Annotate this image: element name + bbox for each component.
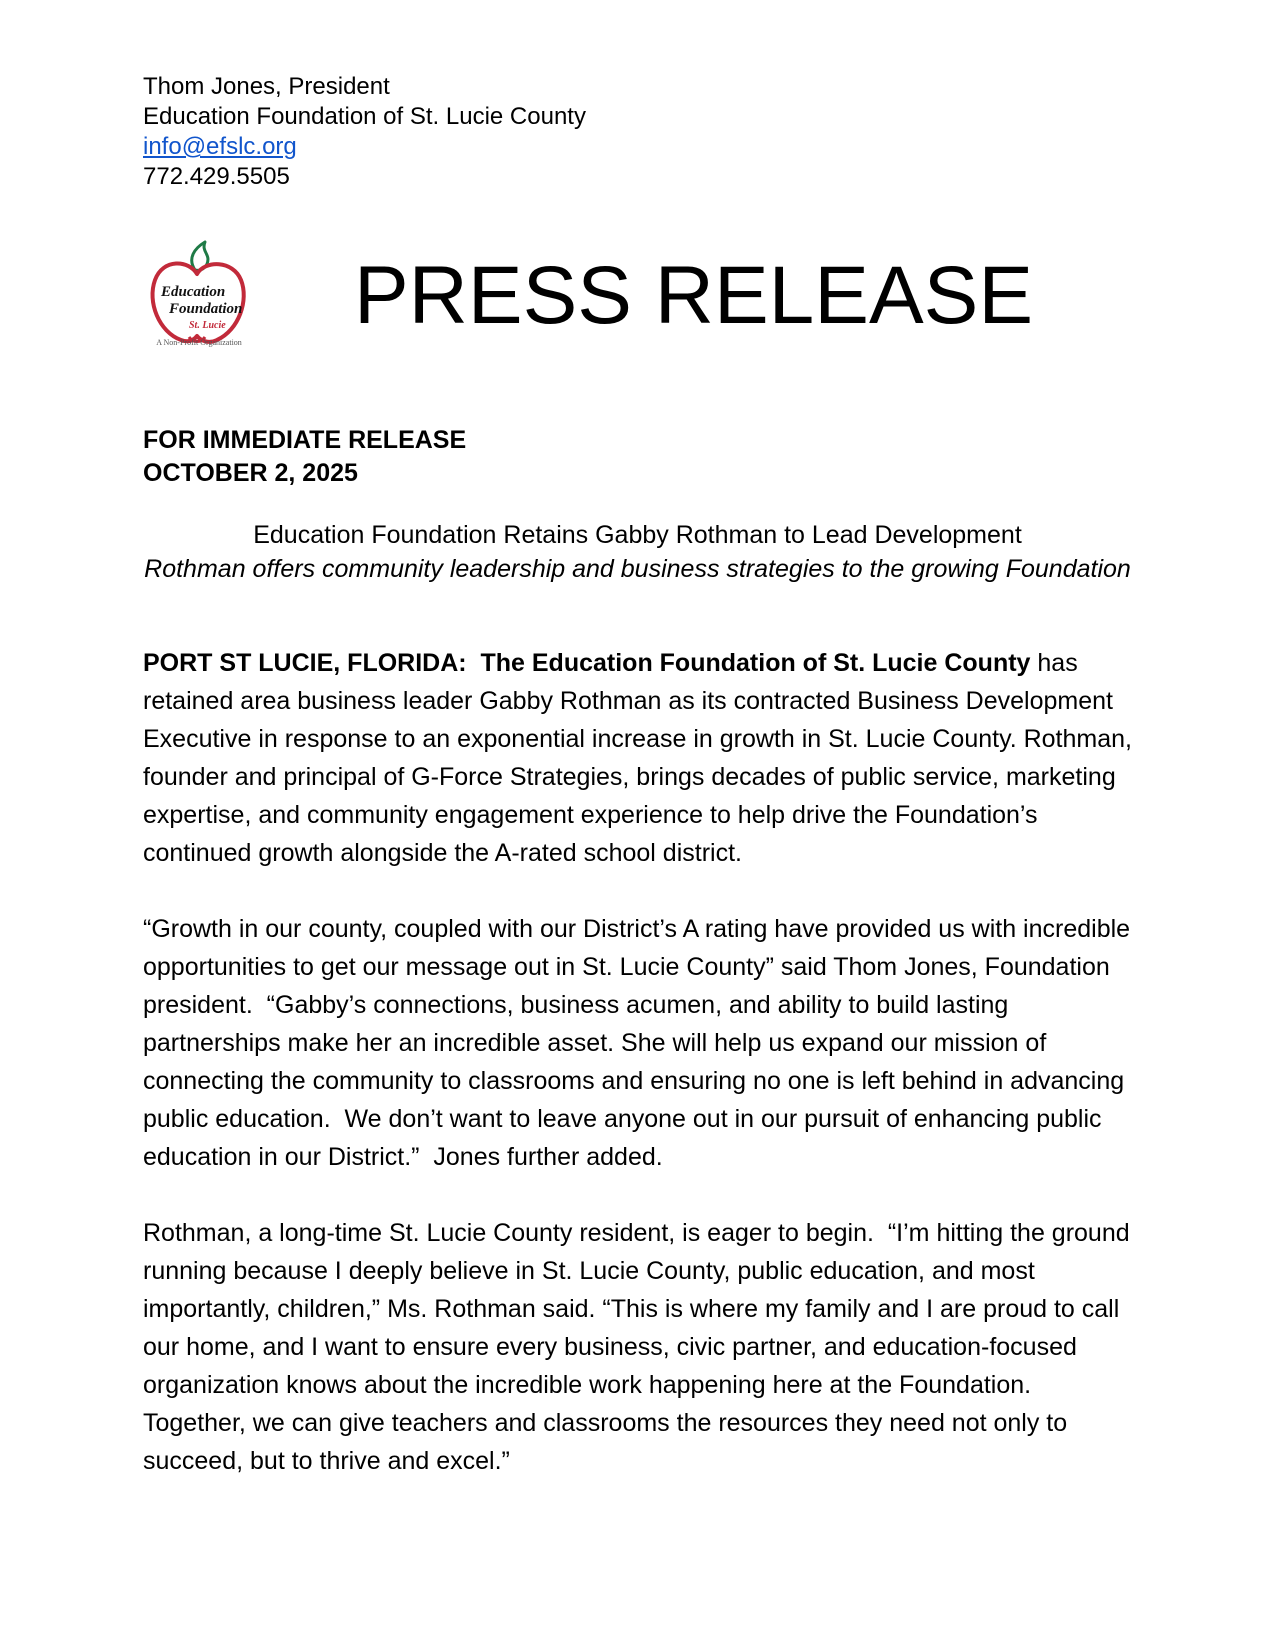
contact-block — [143, 72, 1132, 192]
paragraph-1 — [143, 644, 1139, 872]
paragraph-1-rest: has retained area business leader Gabby Rothman as its contracted Business Development Executive in response to an exponential increase in growth in St. Lucie County. Rothman, founder and principal of G-Force Strategies, brings decades of public service, marketing expertise, and community engagement experience to help drive the Foundation’s continued growth alongside the A-rated school district. — [143, 649, 1139, 867]
contact-phone: 772.429.5505 — [143, 163, 290, 190]
paragraph-1-lead: PORT ST LUCIE, FLORIDA: The Education Foundation of St. Lucie County — [143, 649, 1031, 677]
masthead — [143, 240, 1132, 352]
body-copy — [143, 644, 1139, 1480]
for-immediate-release-line: FOR IMMEDIATE RELEASE — [143, 426, 467, 454]
logo-word-foundation: Foundation — [169, 301, 243, 317]
contact-org: Education Foundation of St. Lucie County — [143, 103, 586, 130]
email-link[interactable]: info@efslc.org — [143, 133, 297, 160]
contact-name: Thom Jones, President — [143, 73, 390, 100]
logo-tagline: A Non-Profit Organization — [156, 338, 242, 347]
release-info-block — [143, 424, 1132, 490]
logo-word-st-lucie: St. Lucie — [189, 320, 226, 331]
logo-word-education: Education — [161, 284, 226, 300]
paragraph-2: “Growth in our county, coupled with our District’s A rating have provided us with incredible opportunities to get our message out in St. Lucie County” said Thom Jones, Foundation president. “Gabby’s connections, business acumen, and ability to build lasting partnerships make her an incredible asset. She will help us expand our mission of connecting the community to classrooms and ensuring no one is left behind in advancing public education. We don’t want to leave anyone out in our pursuit of enhancing public education in our District.” Jones further added. — [143, 915, 1138, 1171]
foundation-logo — [143, 240, 255, 352]
subheadline: Rothman offers community leadership and business strategies to the growing Foundation — [144, 555, 1131, 583]
press-release-title: PRESS RELEASE — [353, 250, 1034, 341]
headline-block — [143, 518, 1132, 586]
release-date: OCTOBER 2, 2025 — [143, 459, 358, 487]
headline: Education Foundation Retains Gabby Rothman to Lead Development — [253, 521, 1022, 549]
paragraph-3: Rothman, a long-time St. Lucie County resident, is eager to begin. “I’m hitting the ground running because I deeply believe in St. Lucie County, public education, and most importantly, children,” Ms. Rothman said. “This is where my family and I are proud to call our home, and I want to ensure every business, civic partner, and education-focused organization knows about the incredible work happening here at the Foundation. Together, we can give teachers and classrooms the resources they need not only to succeed, but to thrive and excel.” — [143, 1219, 1137, 1475]
